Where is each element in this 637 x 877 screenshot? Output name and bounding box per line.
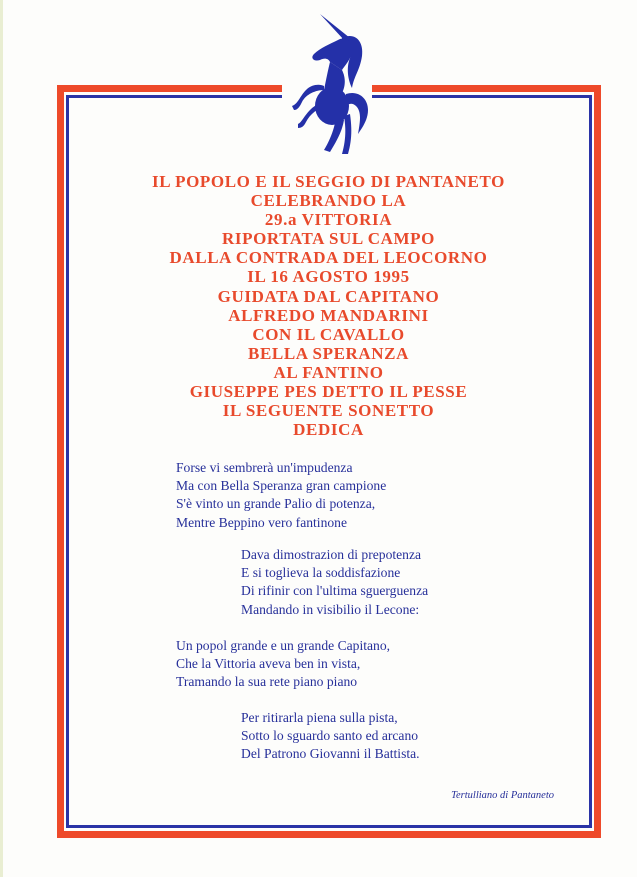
heading-line: CON IL CAVALLO <box>252 324 405 344</box>
heading-line: 29.a VITTORIA <box>264 210 393 230</box>
sonnet-stanza-2 <box>241 546 428 619</box>
heading-line: RIPORTATA SUL CAMPO <box>222 229 435 249</box>
verse-line: Mentre Beppino vero fantinone <box>176 514 348 530</box>
unicorn-icon <box>284 10 380 162</box>
heading-line: DALLA CONTRADA DEL LEOCORNO <box>169 248 488 268</box>
verse-line: Del Patrono Giovanni il Battista. <box>241 746 420 762</box>
verse-line: Mandando in visibilio il Lecone: <box>241 601 420 617</box>
heading-line: IL POPOLO E IL SEGGIO DI PANTANETO <box>152 172 505 191</box>
verse-line: Tramando la sua rete piano piano <box>176 674 358 690</box>
sonnet-stanza-3 <box>176 637 390 692</box>
verse-line: Sotto lo sguardo santo ed arcano <box>241 728 419 744</box>
verse-line: Forse vi sembrerà un'impudenza <box>176 460 353 475</box>
heading-line: CELEBRANDO LA <box>250 191 407 211</box>
verse-line: Che la Vittoria aveva ben in vista, <box>176 656 361 672</box>
verse-line: Un popol grande e un grande Capitano, <box>176 638 391 653</box>
author-signature: Tertulliano di Pantaneto <box>451 790 554 801</box>
heading-line: DEDICA <box>293 420 364 440</box>
page-edge <box>0 0 3 877</box>
heading-line: IL 16 AGOSTO 1995 <box>247 267 410 287</box>
sonnet-stanza-1 <box>176 459 386 532</box>
verse-line: Dava dimostrazion di prepotenza <box>241 547 422 562</box>
heading-line: ALFREDO MANDARINI <box>228 305 429 325</box>
verse-line: S'è vinto un grande Palio di potenza, <box>176 496 376 512</box>
dedication-heading <box>70 172 587 439</box>
heading-line: GUIDATA DAL CAPITANO <box>217 286 440 306</box>
heading-line: GIUSEPPE PES DETTO IL PESSE <box>189 382 468 402</box>
verse-line: Per ritirarla piena sulla pista, <box>241 710 398 725</box>
heading-line: BELLA SPERANZA <box>248 343 409 363</box>
sonnet-stanza-4 <box>241 709 420 764</box>
verse-line: E si toglieva la soddisfazione <box>241 565 401 581</box>
verse-line: Di rifinir con l'ultima sguerguenza <box>241 583 429 599</box>
heading-line: AL FANTINO <box>273 362 384 382</box>
verse-line: Ma con Bella Speranza gran campione <box>176 478 387 494</box>
heading-line: IL SEGUENTE SONETTO <box>222 401 435 421</box>
